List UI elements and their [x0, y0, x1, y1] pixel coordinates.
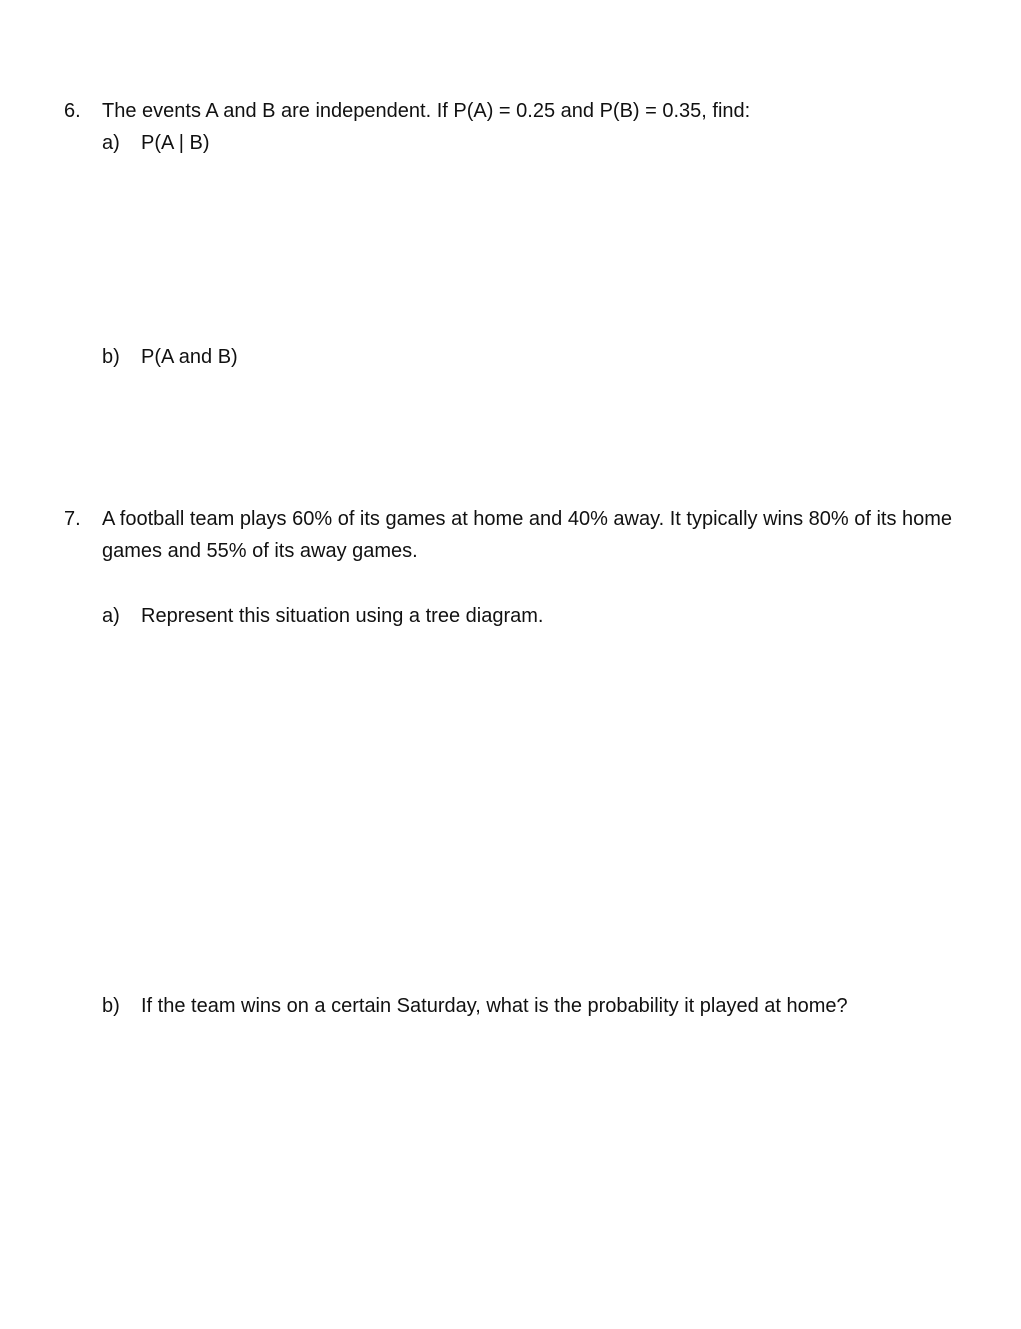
- question-number: 6.: [64, 100, 81, 122]
- part-label: a): [102, 132, 120, 154]
- question-number: 7.: [64, 508, 81, 530]
- part-label: a): [102, 605, 120, 627]
- part-text: P(A and B): [141, 346, 238, 368]
- part-label: b): [102, 346, 120, 368]
- part-text: Represent this situation using a tree diagram.: [141, 605, 544, 627]
- part-text: P(A | B): [141, 132, 210, 154]
- part-text: If the team wins on a certain Saturday, what is the probability it played at home?: [141, 995, 848, 1017]
- question-prompt: The events A and B are independent. If P(A) = 0.25 and P(B) = 0.35, find:: [102, 100, 751, 122]
- question-prompt-line-2: games and 55% of its away games.: [102, 540, 418, 562]
- part-label: b): [102, 995, 120, 1017]
- question-prompt-line-1: A football team plays 60% of its games at home and 40% away. It typically wins 80% of its home: [102, 508, 953, 530]
